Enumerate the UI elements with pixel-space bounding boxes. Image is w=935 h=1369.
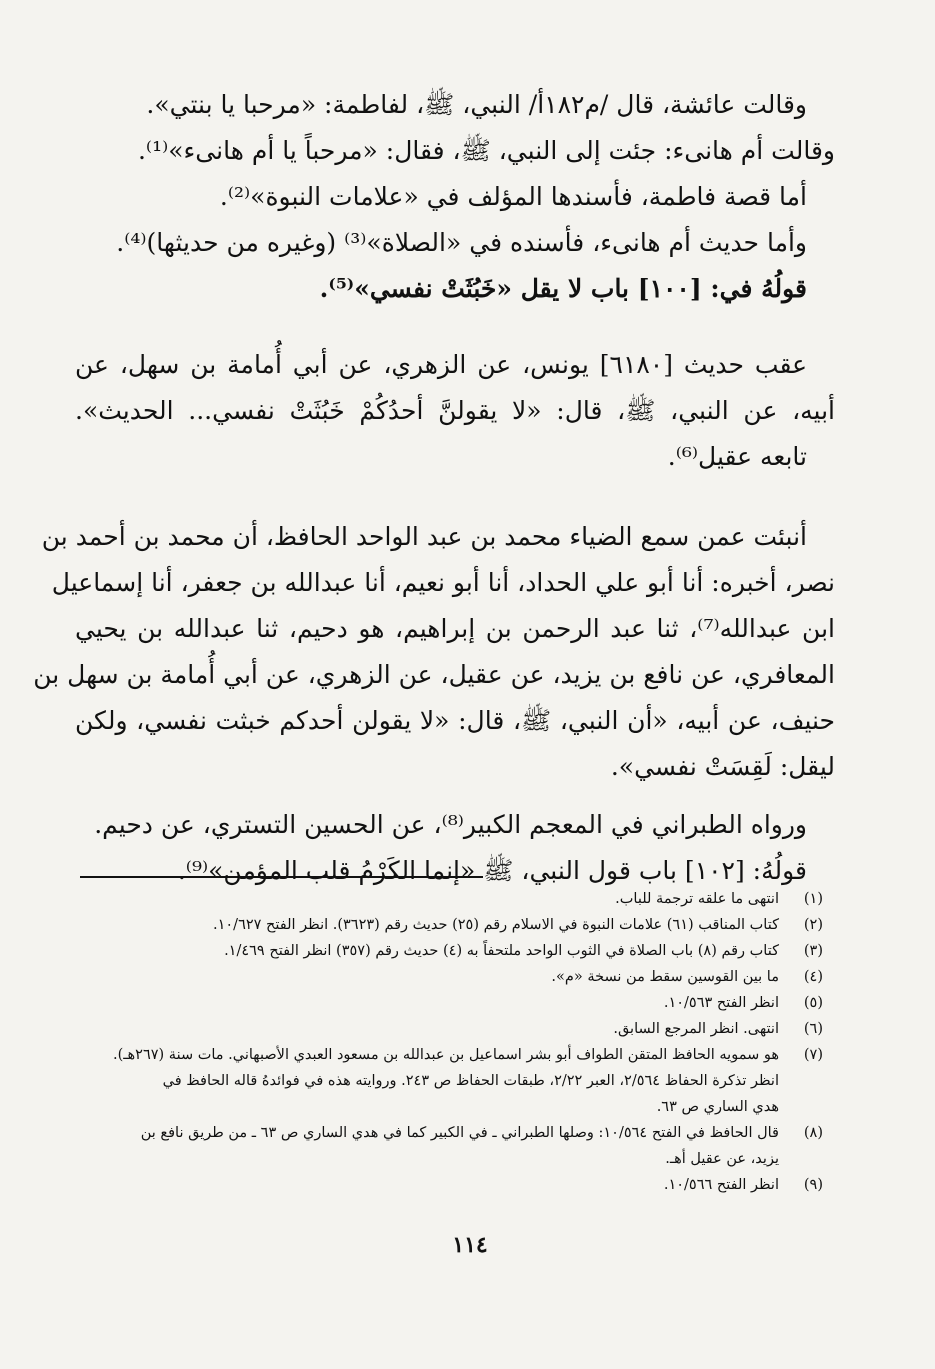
footnote [78, 1120, 823, 1172]
footnote-number: (٢) [803, 917, 823, 933]
text-line: ليقل: لَقِسَتْ نفسي». [610, 752, 835, 781]
footnote-number: (٥) [803, 995, 823, 1011]
text-line: عقب حديث [٦١٨٠] يونس، عن الزهري، عن أبي أُمامة بن سهل، عن [75, 350, 808, 379]
footnote-divider [80, 876, 483, 878]
footnote-line: كتاب رقم (٨) باب الصلاة في الثوب الواحد ملتحفاً به (٤) حديث رقم (٣٥٧) انظر الفتح ١/٤٦٩. [224, 943, 779, 959]
footnote-text [78, 1172, 779, 1198]
footnote-number: (٣) [803, 943, 823, 959]
footnote [78, 1016, 823, 1042]
paragraph-gap [75, 312, 835, 342]
text-line: أما قصة فاطمة، فأسندها المؤلف في «علامات النبوة»⁽²⁾. [219, 182, 807, 211]
text-line: أنبئت عمن سمع الضياء محمد بن عبد الواحد الحافظ، أن محمد بن أحمد بن [41, 522, 807, 551]
footnote [78, 1042, 823, 1120]
text-line: أبيه، عن النبي، ﷺ، قال: «لا يقولنَّ أحدُكُمْ خَبُثَتْ نفسي... الحديث». [75, 396, 835, 425]
footnote [78, 912, 823, 938]
footnote-line: انظر تذكرة الحفاظ ٢/٥٦٤، العبر ٢/٢٢، طبقات الحفاظ ص ٢٤٣. وروايته هذه في فوائدهُ قاله الحافظ في [162, 1073, 779, 1089]
footnote [78, 964, 823, 990]
text-line: المعافري، عن نافع بن يزيد، عن عقيل، عن الزهري، عن أبي أُمامة بن سهل بن [33, 660, 835, 689]
text-line: نصر، أخبره: أنا أبو علي الحداد، أنا أبو نعيم، أنا عبدالله بن جعفر، أنا إسماعيل [51, 568, 835, 597]
footnote-text [78, 1016, 779, 1042]
text-line: وأما حديث أم هانىء، فأسنده في «الصلاة»⁽³⁾ (وغيره من حديثها)⁽⁴⁾. [116, 228, 807, 257]
footnote-text [78, 912, 779, 938]
footnote-number: (٩) [803, 1177, 823, 1193]
footnote-number: (٦) [803, 1021, 823, 1037]
text-line: ابن عبدالله⁽⁷⁾، ثنا عبد الرحمن بن إبراهيم، هو دحيم، ثنا عبدالله بن يحيي [75, 614, 835, 643]
footnote-line: انظر الفتح ١٠/٥٦٦. [663, 1177, 779, 1193]
text-line: تابعه عقيل⁽⁶⁾. [667, 442, 807, 471]
footnote-line: يزيد، عن عقيل أهـ. [665, 1151, 779, 1167]
footnote-line: انظر الفتح ١٠/٥٦٣. [663, 995, 779, 1011]
text-line: ورواه الطبراني في المعجم الكبير⁽⁸⁾، عن الحسين التستري، عن دحيم. [94, 810, 807, 839]
text-line: وقالت أم هانىء: جئت إلى النبي، ﷺ، فقال: «مرحباً يا أم هانىء»⁽¹⁾. [137, 136, 835, 165]
footnotes [78, 886, 823, 1198]
footnote-line: هدي الساري ص ٦٣. [656, 1099, 779, 1115]
footnote-text [78, 1042, 779, 1120]
text-line: قولُهُ: [١٠٢] باب قول النبي، ﷺ «إنما الكَرْمُ قلب المؤمن»⁽⁹⁾. [177, 856, 807, 885]
footnote-text [78, 990, 779, 1016]
page-number: ١١٤ [452, 1232, 488, 1258]
footnote-line: هو سمويه الحافظ المتقن الطواف أبو بشر اسماعيل بن عبدالله بن مسعود العبدي الأصبهاني. مات سنة (٢٦٧هـ). [112, 1047, 779, 1063]
footnote-text [78, 964, 779, 990]
footnote-number: (٧) [803, 1047, 823, 1063]
paragraph-gap [75, 480, 835, 514]
footnote [78, 886, 823, 912]
footnote-number: (١) [803, 891, 823, 907]
footnote-line: انتهى ما علقه ترجمة للباب. [615, 891, 779, 907]
footnote-number: (٤) [803, 969, 823, 985]
footnote [78, 990, 823, 1016]
footnote-number: (٨) [803, 1125, 823, 1141]
footnote-line: قال الحافظ في الفتح ١٠/٥٦٤: وصلها الطبراني ـ في الكبير كما في هدي الساري ص ٦٣ ـ من طريق نافع بن [140, 1125, 779, 1141]
text-line: قولُهُ في: [١٠٠] باب لا يقل «خَبُثَتْ نفسي»⁽⁵⁾. [319, 274, 807, 303]
main-text [33, 82, 835, 894]
text-line: حنيف، عن أبيه، «أن النبي، ﷺ، قال: «لا يقولن أحدكم خبثت نفسي، ولكن [75, 706, 835, 735]
footnote-line: ما بين القوسين سقط من نسخة «م». [551, 969, 779, 985]
footnote-text [78, 886, 779, 912]
footnote-text [78, 938, 779, 964]
footnote [78, 1172, 823, 1198]
footnote [78, 938, 823, 964]
footnote-text [78, 1120, 779, 1172]
paragraph-gap [75, 790, 835, 802]
footnote-line: انتهى. انظر المرجع السابق. [613, 1021, 779, 1037]
text-line: وقالت عائشة، قال /م١٨٢أ/ النبي، ﷺ، لفاطمة: «مرحبا يا بنتي». [146, 90, 807, 119]
footnote-line: كتاب المناقب (٦١) علامات النبوة في الاسلام رقم (٢٥) حديث رقم (٣٦٢٣). انظر الفتح ١٠/٦٢٧. [213, 917, 779, 933]
